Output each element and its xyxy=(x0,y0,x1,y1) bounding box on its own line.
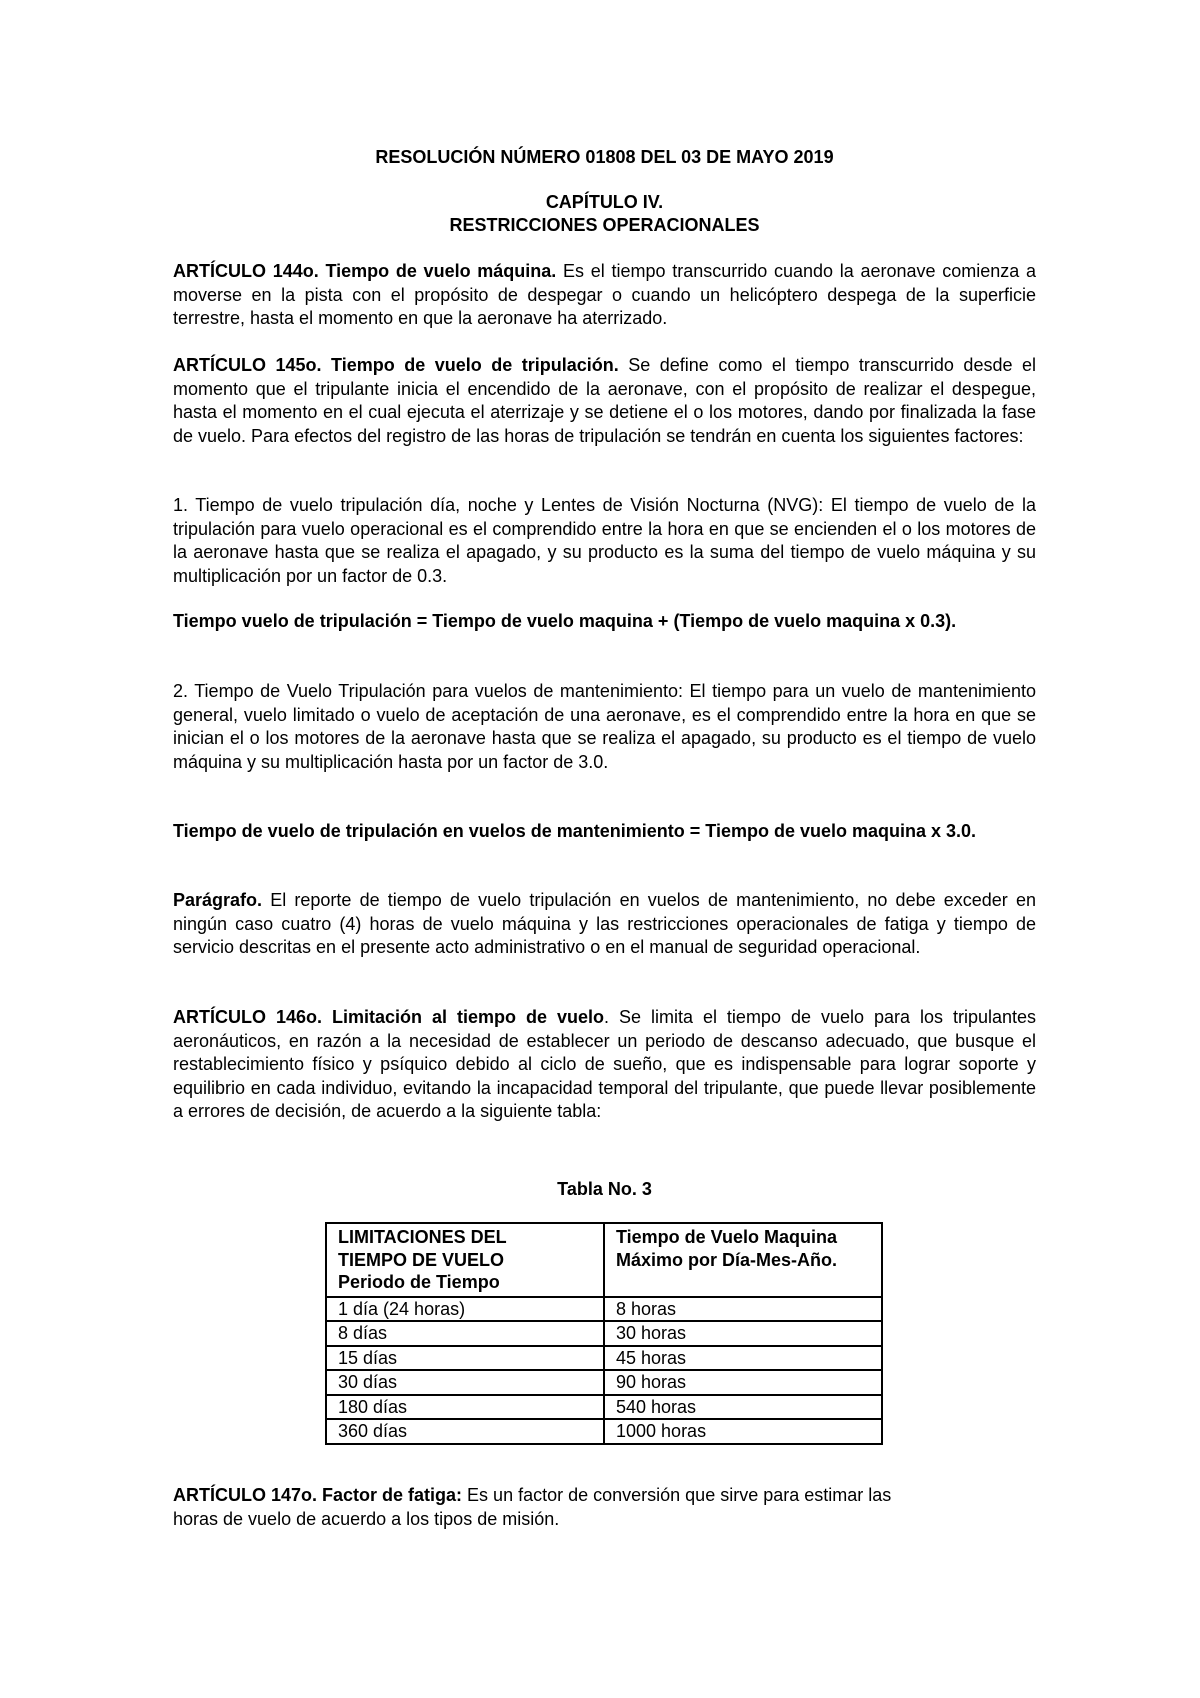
table-cell-period: 1 día (24 horas) xyxy=(326,1297,604,1322)
paragrafo xyxy=(173,889,1036,960)
table-title: Tabla No. 3 xyxy=(557,1179,652,1199)
formula-maintenance-time: Tiempo de vuelo de tripulación en vuelos de mantenimiento = Tiempo de vuelo maquina x 3.0. xyxy=(173,821,977,841)
table-row xyxy=(326,1419,882,1444)
table-cell-max: 45 horas xyxy=(604,1346,882,1371)
header-max-line2: Máximo por Día-Mes-Año. xyxy=(616,1249,838,1270)
formula-crew-time: Tiempo vuelo de tripulación = Tiempo de vuelo maquina + (Tiempo de vuelo maquina x 0.3). xyxy=(173,611,957,631)
table-cell-period: 8 días xyxy=(326,1321,604,1346)
header-period-line1: LIMITACIONES DEL xyxy=(338,1227,507,1247)
table-row xyxy=(326,1346,882,1371)
table-cell-period: 180 días xyxy=(326,1395,604,1420)
article-145-text: Se define como el tiempo transcurrido desde el momento que el tripulante inicia el encendido de la aeronave, con el propósito de realizar el despegue, hasta el momento en el cual ejecuta el aterrizaje y se detiene el o los motores, dando por finalizada la fase de vuelo. Para efectos del registro de las horas de tripulación se tendrán en cuenta los siguientes factores: xyxy=(173,355,1036,446)
header-period-line3: Periodo de Tiempo xyxy=(338,1272,500,1292)
table-cell-max: 90 horas xyxy=(604,1370,882,1395)
article-146-title: ARTÍCULO 146o. Limitación al tiempo de vuelo xyxy=(173,1007,604,1027)
paragrafo-title: Parágrafo. xyxy=(173,890,263,910)
article-145-title: ARTÍCULO 145o. Tiempo de vuelo de tripulación. xyxy=(173,355,619,375)
article-147-title: ARTÍCULO 147o. Factor de fatiga: xyxy=(173,1485,463,1505)
table-cell-period: 15 días xyxy=(326,1346,604,1371)
article-147 xyxy=(173,1484,1036,1531)
article-144-title: ARTÍCULO 144o. Tiempo de vuelo máquina. xyxy=(173,261,557,281)
resolution-heading: RESOLUCIÓN NÚMERO 01808 DEL 03 DE MAYO 2019 xyxy=(375,147,834,167)
table-header-period xyxy=(326,1223,604,1297)
chapter-heading: CAPÍTULO IV. xyxy=(545,192,664,212)
article-145-item-2: 2. Tiempo de Vuelo Tripulación para vuelos de mantenimiento: El tiempo para un vuelo de mantenimiento general, vuelo limitado o vuelo de aceptación de una aeronave, es el comprendido entre la hora en que se inician el o los motores de la aeronave hasta que se realiza el apagado, su producto es el tiempo de vuelo máquina y su multiplicación hasta por un factor de 3.0. xyxy=(173,681,1036,772)
chapter-title: RESTRICCIONES OPERACIONALES xyxy=(449,215,760,235)
header-max-line1: Tiempo de Vuelo Maquina xyxy=(616,1227,838,1247)
table-cell-max: 30 horas xyxy=(604,1321,882,1346)
table-cell-max: 540 horas xyxy=(604,1395,882,1420)
article-144-text: Es el tiempo transcurrido cuando la aeronave comienza a moverse en la pista con el propósito de despegar o cuando un helicóptero despega de la superficie terrestre, hasta el momento en que la aeronave ha aterrizado. xyxy=(173,261,1036,328)
table-cell-max: 8 horas xyxy=(604,1297,882,1322)
article-145-item-1: 1. Tiempo de vuelo tripulación día, noche y Lentes de Visión Nocturna (NVG): El tiempo de vuelo de la tripulación para vuelo operacional es el comprendido entre la hora en que se encienden el o los motores de la aeronave hasta que se realiza el apagado, y su producto es la suma del tiempo de vuelo máquina y su multiplicación por un factor de 0.3. xyxy=(173,495,1036,586)
table-header-row xyxy=(326,1223,882,1297)
table-row xyxy=(326,1297,882,1322)
table-row xyxy=(326,1370,882,1395)
table-cell-max: 1000 horas xyxy=(604,1419,882,1444)
table-header-max-time xyxy=(604,1223,882,1297)
flight-time-limits-table xyxy=(325,1222,883,1445)
table-cell-period: 30 días xyxy=(326,1370,604,1395)
article-144 xyxy=(173,260,1036,331)
header-period-line2: TIEMPO DE VUELO xyxy=(338,1249,505,1270)
paragrafo-text: El reporte de tiempo de vuelo tripulación en vuelos de mantenimiento, no debe exceder en ningún caso cuatro (4) horas de vuelo máquina y las restricciones operacionales de fatiga y tiempo de servicio descritas en el presente acto administrativo o en el manual de seguridad operacional. xyxy=(173,890,1036,957)
article-147-text-line2: horas de vuelo de acuerdo a los tipos de misión. xyxy=(173,1508,560,1529)
article-147-text-line1: Es un factor de conversión que sirve para estimar las xyxy=(462,1485,892,1505)
table-cell-period: 360 días xyxy=(326,1419,604,1444)
article-146-text: . Se limita el tiempo de vuelo para los tripulantes aeronáuticos, en razón a la necesidad de establecer un periodo de descanso adecuado, que busque el restablecimiento físico y psíquico debido al ciclo de sueño, que es indispensable para lograr soporte y equilibrio en cada individuo, evitando la incapacidad temporal del tripulante, que puede llevar posiblemente a errores de decisión, de acuerdo a la siguiente tabla: xyxy=(173,1007,1037,1121)
table-row xyxy=(326,1395,882,1420)
article-146 xyxy=(173,1006,1036,1124)
article-145 xyxy=(173,354,1036,448)
table-row xyxy=(326,1321,882,1346)
